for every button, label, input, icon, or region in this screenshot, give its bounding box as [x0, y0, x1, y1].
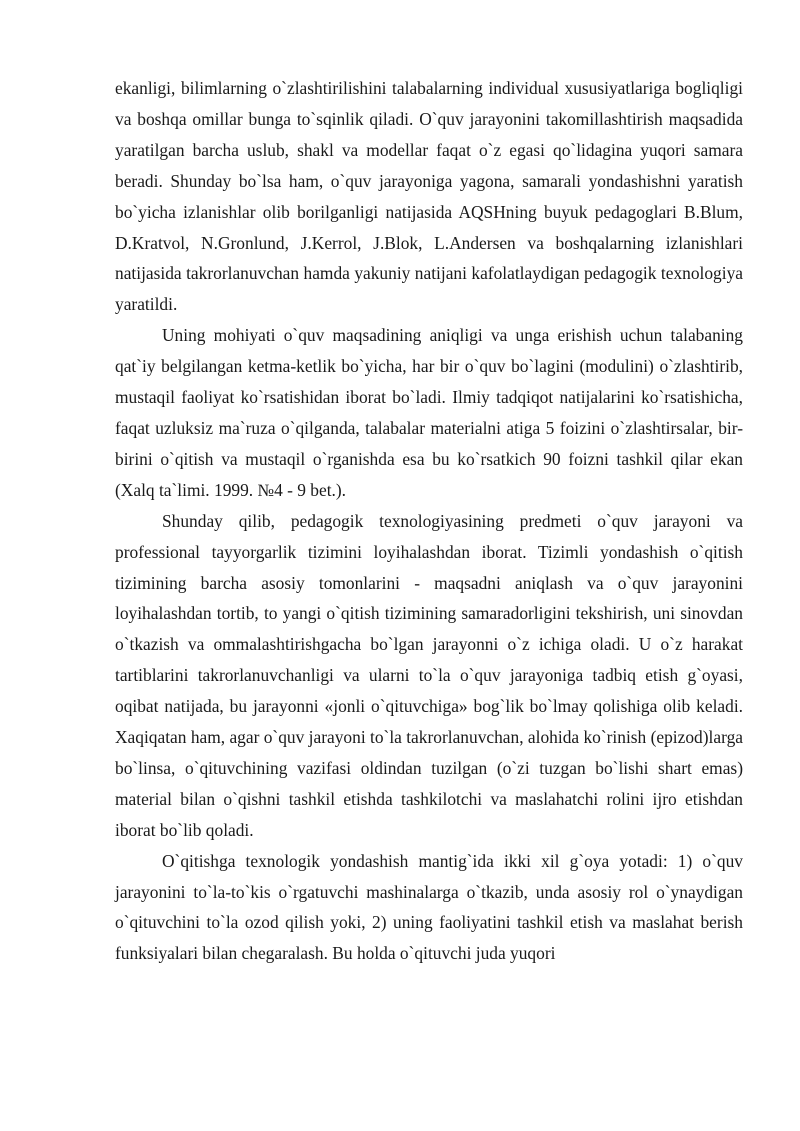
- paragraph-continuation: ekanligi, bilimlarning o`zlashtirilishini talabalarning individual xususiyatlariga bogliqligi va boshqa omillar bunga to`sqinlik qiladi. O`quv jarayonini takomillashtirish maqsadida yaratilgan barcha uslub, shakl va modellar faqat o`z egasi qo`lidagina yuqori samara beradi. Shunday bo`lsa ham, o`quv jarayoniga yagona, samarali yondashishni yaratish bo`yicha izlanishlar olib borilganligi natijasida AQSHning buyuk pedagoglari B.Blum, D.Kratvol, N.Gronlund, J.Kerrol, J.Blok, L.Andersen va boshqalarning izlanishlari natijasida takrorlanuvchan hamda yakuniy natijani kafolatlaydigan pedagogik texnologiya yaratildi.: [115, 78, 743, 315]
- paragraph-subject: Shunday qilib, pedagogik texnologiyasining predmeti o`quv jarayoni va professional tayyorgarlik tizimini loyihalashdan iborat. Tizimli yondashish o`qitish tizimining barcha asosiy tomonlarini - maqsadni aniqlash va o`quv jarayonini loyihalashdan tortib, to yangi o`qitish tizimining samaradorligini tekshirish, uni sinovdan o`tkazish va ommalashtirishgacha bo`lgan jarayonni o`z ichiga oladi. U o`z harakat tartiblarini takrorlanuvchanligi va ularni to`la o`quv jarayoniga tadbiq etish g`oyasi, oqibat natijada, bu jarayonni «jonli o`qituvchiga» bog`lik bo`lmay qolishiga olib keladi. Xaqiqatan ham, agar o`quv jarayoni to`la takrorlanuvchan, alohida ko`rinish (epizod)larga bo`linsa, o`qituvchining vazifasi oldindan tuzilgan (o`zi tuzgan bo`lishi shart emas) material bilan o`qishni tashkil etishda tashkilotchi va maslahatchi rolini ijro etishdan iborat bo`lib qoladi.: [115, 510, 743, 840]
- paragraph-approach: O`qitishga texnologik yondashish mantig`ida ikki xil g`oya yotadi: 1) o`quv jarayonini to`la-to`kis o`rgatuvchi mashinalarga o`tkazib, unda asosiy rol o`ynaydigan o`qituvchini to`la ozod qilish yoki, 2) uning faoliyatini tashkil etish va maslahat berish funksiyalari bilan chegaralash. Bu holda o`qituvchi juda yuqori: [115, 850, 743, 964]
- paragraph-essence: Uning mohiyati o`quv maqsadining aniqligi va unga erishish uchun talabaning qat`iy belgilangan ketma-ketlik bo`yicha, har bir o`quv bo`lagini (modulini) o`zlashtirib, mustaqil faoliyat ko`rsatishidan iborat bo`ladi. Ilmiy tadqiqot natijalarini ko`rsatishicha, faqat uzluksiz ma`ruza o`qilganda, talabalar materialni atiga 5 foizini o`zlashtirsalar, bir-birini o`qitish va mustaqil o`rganishda esa bu ko`rsatkich 90 foizni tashkil qilar ekan (Xalq ta`limi. 1999. №4 - 9 bet.).: [115, 325, 743, 500]
- body-text: [115, 73, 743, 969]
